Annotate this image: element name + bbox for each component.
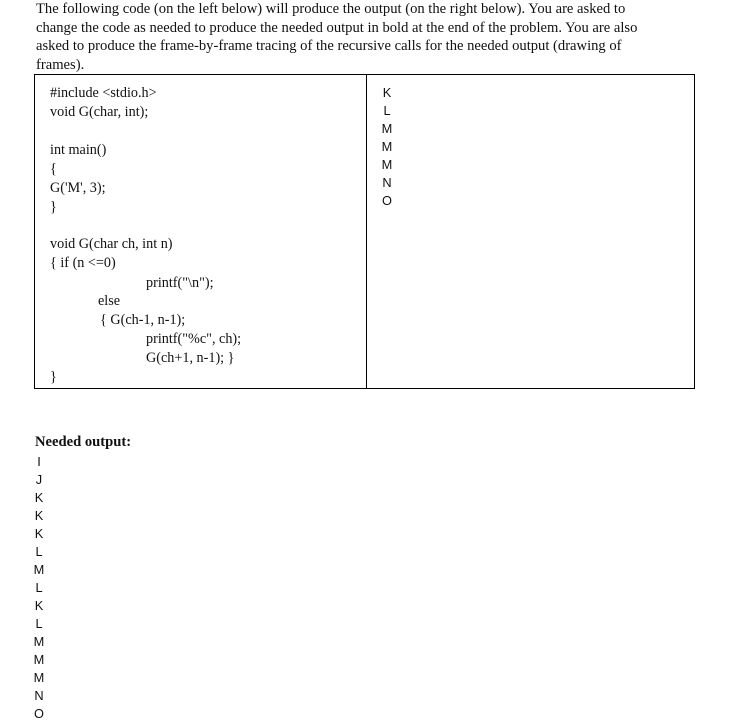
needed-output-char: L [35,544,43,559]
code-line-prototype: void G(char, int); [50,104,149,120]
code-line-if: { if (n <=0) [50,255,116,271]
code-line-close-brace: } [50,199,57,215]
needed-output-char: J [35,472,43,487]
needed-output-char: K [34,598,44,613]
needed-output-label: Needed output: [35,434,132,450]
code-line-main: int main() [50,142,107,158]
code-line-printf-char: printf("%c", ch); [146,331,242,347]
needed-output-char: M [33,652,45,667]
output-char: K [382,85,392,100]
needed-output-char: N [34,688,44,703]
intro-line: asked to produce the frame-by-frame tracing of the recursive calls for the needed output (drawing of [36,38,622,55]
code-line-end-brace: } [50,369,57,385]
intro-line: frames). [36,56,85,73]
table-divider [366,75,367,388]
output-char: O [382,193,392,208]
code-line-else: else [98,293,121,309]
output-char: L [383,103,391,118]
code-line-open-brace: { [50,161,57,177]
output-char: M [381,157,393,172]
needed-output-char: I [37,454,41,469]
needed-output-char: L [35,616,43,631]
code-line-recurse-right: G(ch+1, n-1); } [146,350,235,366]
needed-output-char: M [33,562,45,577]
code-line-call: G('M', 3); [50,180,106,196]
needed-output-char: L [35,580,43,595]
code-output-table [34,74,695,389]
needed-output-char: K [34,490,44,505]
intro-line: The following code (on the left below) will produce the output (on the right below). You are asked to [36,1,626,17]
needed-output-char: K [34,526,44,541]
problem-statement [36,0,704,74]
output-char: M [381,139,393,154]
code-line-printf-newline: printf("\n"); [146,275,214,291]
needed-output-char: K [34,508,44,523]
intro-line: change the code as needed to produce the needed output in bold at the end of the problem. You are also [36,19,638,36]
code-line-include: #include <stdio.h> [50,85,157,101]
code-line-recurse-left: { G(ch-1, n-1); [100,312,186,328]
needed-output-char: M [33,670,45,685]
needed-output-char: O [34,706,44,721]
code-line-func-def: void G(char ch, int n) [50,236,173,252]
output-char: N [382,175,392,190]
output-char: M [381,121,393,136]
needed-output-char: M [33,634,45,649]
